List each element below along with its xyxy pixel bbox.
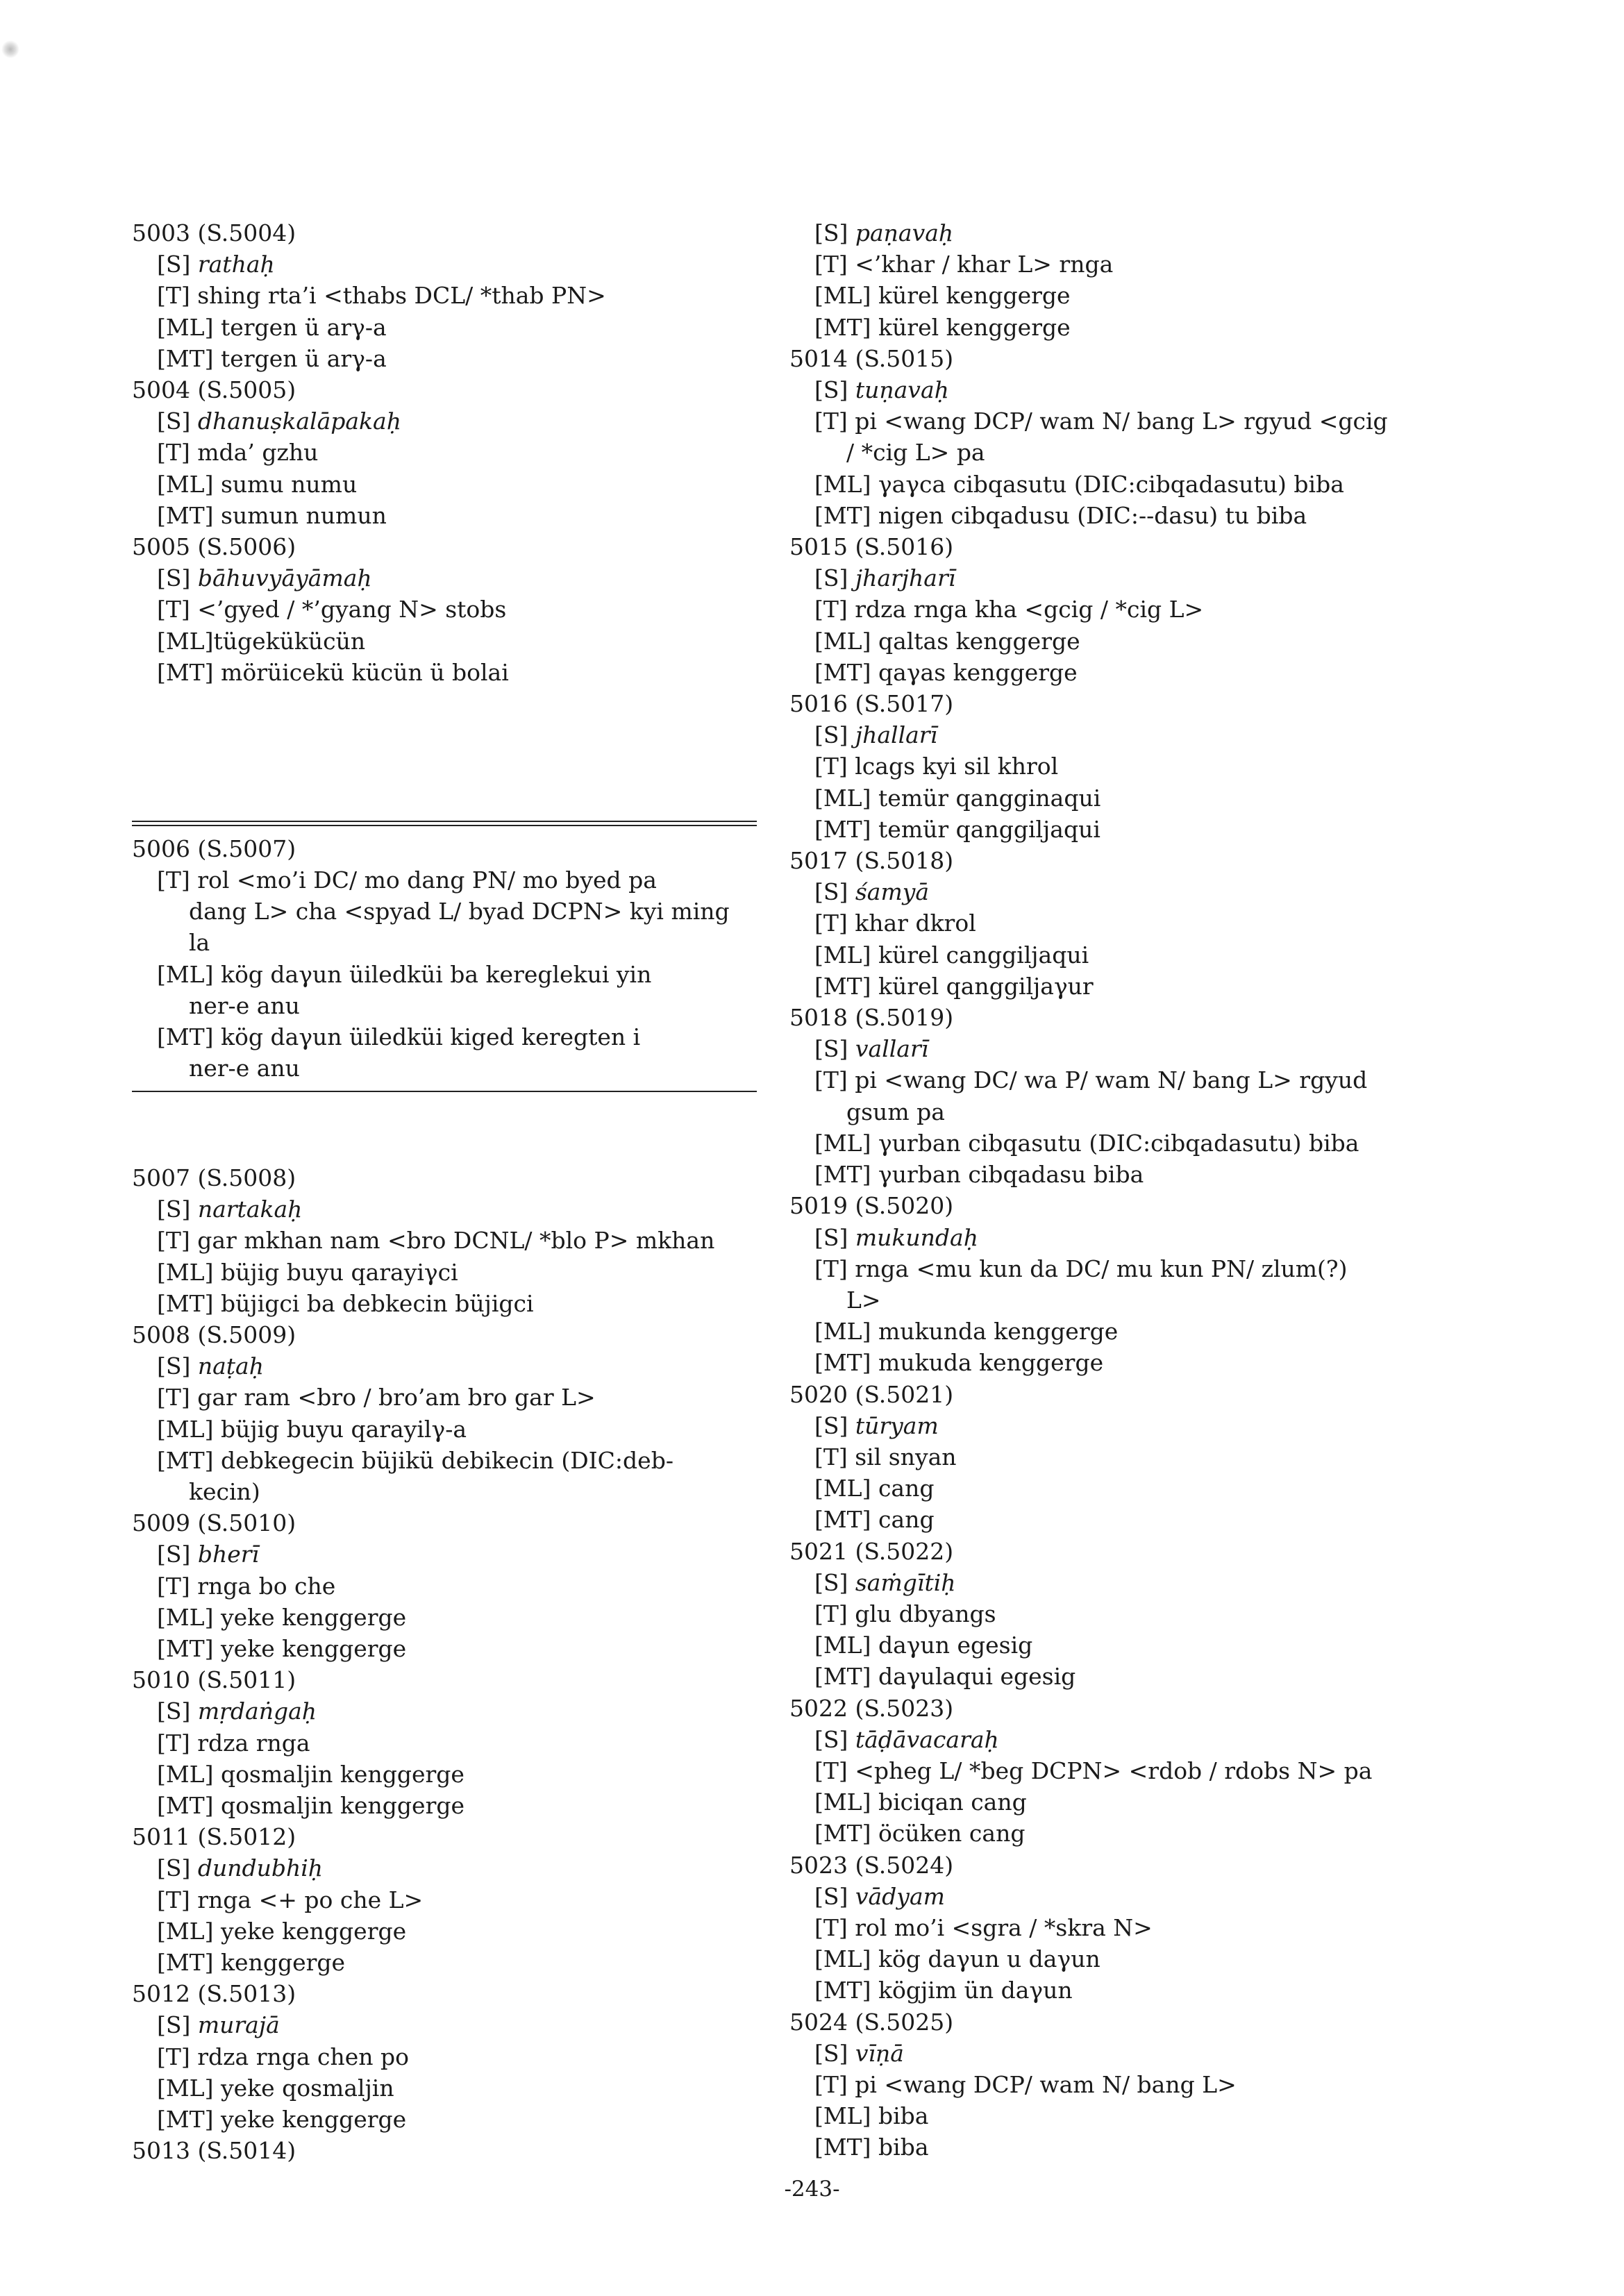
entry-line: [S] jhallarī: [814, 721, 938, 749]
entry-line: [ML] mukunda kenggerge: [814, 1318, 1119, 1346]
entry-number: 5014 (S.5015): [789, 344, 954, 372]
entry-line: [T] rnga <mu kun da DC/ mu kun PN/ zlum(?): [814, 1255, 1348, 1282]
entry-line: [T] rnga <+ po che L>: [157, 1886, 424, 1913]
sanskrit-term: mukundaḥ: [855, 1223, 978, 1251]
sanskrit-term: dundubhiḥ: [197, 1854, 324, 1882]
scan-speck: [1, 40, 19, 58]
entry-line: [ML] tergen ü arγ-a: [157, 313, 387, 341]
entry-line: [T] rdza rnga: [157, 1729, 310, 1757]
entry-line: [ML] yeke kenggerge: [157, 1917, 407, 1945]
sanskrit-term: paṇavaḥ: [855, 219, 954, 246]
entry-line: la: [189, 929, 210, 957]
entry-line: [S] murajā: [157, 2011, 280, 2039]
entry-line: [MT] γurban cibqadasu biba: [814, 1161, 1144, 1189]
entry-number: [132, 719, 757, 751]
entry-number: 5023 (S.5024): [789, 1851, 954, 1879]
entry-line: [T] rol mo’i <sgra / *skra N>: [814, 1913, 1153, 1941]
entry-line: [MT] kürel kenggerge: [814, 313, 1071, 341]
section-divider: [132, 1091, 757, 1092]
entry-line: [T] <’gyed / *’gyang N> stobs: [157, 596, 507, 623]
entry-line: [ML]tügekükücün: [157, 627, 366, 655]
entry-line: [MT] biba: [814, 2134, 929, 2161]
entry-line: [ML] cang: [814, 1475, 935, 1502]
entry-line: [T] pi <wang DCP/ wam N/ bang L>: [814, 2070, 1237, 2098]
sanskrit-term: murajā: [197, 2011, 280, 2039]
entry-number: 5010 (S.5011): [132, 1666, 296, 1694]
entry-line: [S] naṭaḥ: [157, 1352, 264, 1380]
sanskrit-term: tuṇavaḥ: [855, 376, 949, 404]
entry-line: [MT] daγulaqui egesig: [814, 1663, 1076, 1691]
sanskrit-term: tāḍāvacaraḥ: [855, 1725, 999, 1753]
entry-line: [ML] daγun egesig: [814, 1632, 1033, 1659]
entry-number: [132, 1131, 757, 1162]
entry-line: [S] nartakaḥ: [157, 1196, 303, 1223]
entry-line: [ML] biba: [814, 2102, 929, 2130]
entry-number: 5022 (S.5023): [789, 1694, 954, 1722]
entry-line: ner-e anu: [189, 991, 300, 1019]
sanskrit-term: jhallarī: [855, 721, 938, 749]
sanskrit-term: tūryam: [855, 1411, 939, 1439]
entry-number: 5020 (S.5021): [789, 1380, 954, 1408]
entry-line: [T] <pheg L/ *beg DCPN> <rdob / rdobs N> pa: [814, 1757, 1373, 1784]
entry-number: [132, 1099, 757, 1130]
entry-line: [ML] kög daγun u daγun: [814, 1945, 1100, 1973]
entry-line: [MT] kenggerge: [157, 1948, 346, 1976]
entry-number: 5009 (S.5010): [132, 1509, 296, 1537]
entry-line: [T] <’khar / khar L> rnga: [814, 251, 1114, 278]
entry-line: [ML] biciqan cang: [814, 1788, 1027, 1816]
entry-number: 5012 (S.5013): [132, 1980, 296, 2008]
entry-line: [MT] büjigci ba debkecin büjigci: [157, 1289, 534, 1317]
left-column: [132, 217, 757, 2166]
entry-line: ner-e anu: [189, 1055, 300, 1082]
entry-line: [T] lcags kyi sil khrol: [814, 753, 1059, 780]
entry-line: [MT] yeke kenggerge: [157, 2105, 407, 2133]
entry-line: [S] jharjharī: [814, 564, 956, 592]
entry-line: [MT] nigen cibqadusu (DIC:--dasu) tu biba: [814, 501, 1307, 529]
entry-line: [S] bāhuvyāyāmaḥ: [157, 564, 372, 592]
entry-number: 5016 (S.5017): [789, 690, 954, 718]
entry-line: [S] paṇavaḥ: [814, 219, 954, 246]
entry-line: [ML] temür qangginaqui: [814, 784, 1101, 812]
entry-line: [S] bherī: [157, 1541, 260, 1568]
entry-number: [132, 751, 757, 782]
entry-number: 5019 (S.5020): [789, 1192, 954, 1220]
entry-line: [MT] temür qanggiljaqui: [814, 815, 1100, 843]
entry-line: [S] rathaḥ: [157, 251, 275, 278]
entry-line: [MT] mukuda kenggerge: [814, 1349, 1104, 1377]
entry-number: 5005 (S.5006): [132, 533, 296, 561]
entry-line: [MT] tergen ü arγ-a: [157, 344, 387, 372]
entry-number: 5013 (S.5014): [132, 2137, 296, 2165]
sanskrit-term: dhanuṣkalāpakaḥ: [197, 408, 401, 435]
entry-line: [S] saṁgītiḥ: [814, 1568, 956, 1596]
entry-line: [T] glu dbyangs: [814, 1600, 996, 1627]
entry-line: [T] mda’ gzhu: [157, 439, 319, 467]
entry-number: 5011 (S.5012): [132, 1823, 296, 1851]
entry-number: 5021 (S.5022): [789, 1537, 954, 1565]
entry-line: [S] mukundaḥ: [814, 1223, 978, 1251]
entry-line: [MT] sumun numun: [157, 501, 387, 529]
sanskrit-term: saṁgītiḥ: [855, 1568, 956, 1596]
sanskrit-term: jharjharī: [855, 564, 956, 592]
entry-number: 5018 (S.5019): [789, 1004, 954, 1032]
sanskrit-term: naṭaḥ: [197, 1352, 264, 1380]
entry-line: [ML] büjig buyu qarayilγ-a: [157, 1415, 467, 1443]
entry-line: [MT] kürel qanggiljaγur: [814, 972, 1094, 1000]
entry-line: [ML] yeke kenggerge: [157, 1603, 407, 1631]
entry-line: [S] mṛdaṅgaḥ: [157, 1698, 317, 1725]
entry-line: [S] vallarī: [814, 1035, 929, 1063]
entry-line: [S] dhanuṣkalāpakaḥ: [157, 408, 401, 435]
entry-number: 5003 (S.5004): [132, 219, 296, 246]
entry-line: [ML] γaγca cibqasutu (DIC:cibqadasutu) biba: [814, 470, 1344, 498]
entry-line: [S] vādyam: [814, 1882, 945, 1910]
entry-line: [S] tūryam: [814, 1411, 939, 1439]
entry-line: [ML] kög daγun üiledküi ba kereglekui yin: [157, 960, 652, 988]
entry-line: [MT] qosmaljin kenggerge: [157, 1791, 465, 1819]
page-number: -243-: [784, 2177, 840, 2202]
entry-line: [S] tuṇavaḥ: [814, 376, 949, 404]
entry-line: [MT] mörüicekü kücün ü bolai: [157, 658, 509, 686]
entry-number: [132, 782, 757, 814]
sanskrit-term: bāhuvyāyāmaḥ: [197, 564, 372, 592]
entry-line: [S] vīṇā: [814, 2039, 904, 2067]
entry-line: [ML] sumu numu: [157, 470, 358, 498]
entry-line: gsum pa: [846, 1098, 945, 1125]
entry-line: [T] shing rta’i <thabs DCL/ *thab PN>: [157, 282, 606, 310]
entry-line: [T] rdza rnga kha <gcig / *cig L>: [814, 596, 1204, 623]
sanskrit-term: rathaḥ: [197, 251, 275, 278]
entry-line: [ML] kürel kenggerge: [814, 282, 1071, 310]
sanskrit-term: vādyam: [855, 1882, 945, 1910]
entry-line: [ML] yeke qosmaljin: [157, 2074, 394, 2102]
entry-line: dang L> cha <spyad L/ byad DCPN> kyi ming: [189, 898, 730, 925]
entry-line: [T] gar ram <bro / bro’am bro gar L>: [157, 1384, 596, 1411]
entry-line: [MT] kög daγun üiledküi kiged keregten i: [157, 1023, 641, 1051]
entry-line: [MT] debkegecin büjikü debikecin (DIC:deb-: [157, 1446, 673, 1474]
sanskrit-term: vallarī: [855, 1035, 929, 1063]
entry-line: [T] sil snyan: [814, 1443, 957, 1470]
entry-line: / *cig L> pa: [846, 439, 985, 467]
entry-number: 5015 (S.5016): [789, 533, 954, 561]
entry-number: 5007 (S.5008): [132, 1164, 296, 1191]
entry-line: [ML] qosmaljin kenggerge: [157, 1760, 464, 1788]
entry-line: [T] gar mkhan nam <bro DCNL/ *blo P> mkhan: [157, 1227, 715, 1255]
entry-line: [S] tāḍāvacaraḥ: [814, 1725, 999, 1753]
entry-line: [T] rol <mo’i DC/ mo dang PN/ mo byed pa: [157, 866, 657, 894]
entry-line: [T] rdza rnga chen po: [157, 2043, 410, 2070]
entry-number: 5006 (S.5007): [132, 835, 296, 862]
entry-line: [MT] yeke kenggerge: [157, 1634, 407, 1662]
entry-line: kecin): [189, 1477, 260, 1505]
entry-number: 5004 (S.5005): [132, 376, 296, 404]
entry-line: [T] rnga bo che: [157, 1572, 336, 1600]
entry-line: [MT] cang: [814, 1506, 935, 1534]
entry-line: [T] pi <wang DCP/ wam N/ bang L> rgyud <gcig: [814, 408, 1388, 435]
entry-number: 5017 (S.5018): [789, 847, 954, 875]
entry-line: [T] pi <wang DC/ wa P/ wam N/ bang L> rgyud: [814, 1066, 1368, 1094]
section-divider: [132, 821, 757, 826]
entry-line: [ML] kürel canggiljaqui: [814, 941, 1089, 969]
entry-line: [S] dundubhiḥ: [157, 1854, 324, 1882]
entry-number: 5024 (S.5025): [789, 2008, 954, 2036]
sanskrit-term: nartakaḥ: [197, 1196, 303, 1223]
entry-line: [MT] qaγas kenggerge: [814, 658, 1078, 686]
entry-line: [ML] qaltas kenggerge: [814, 627, 1080, 655]
entry-line: [T] khar dkrol: [814, 910, 976, 937]
entry-line: L>: [846, 1286, 881, 1314]
entry-line: [MT] öcüken cang: [814, 1820, 1026, 1847]
entry-number: 5008 (S.5009): [132, 1321, 296, 1348]
entry-line: [ML] γurban cibqasutu (DIC:cibqadasutu) biba: [814, 1129, 1359, 1157]
sanskrit-term: vīṇā: [855, 2039, 904, 2067]
entry-line: [ML] büjig buyu qarayiγci: [157, 1258, 458, 1286]
entry-line: [MT] kögjim ün daγun: [814, 1977, 1073, 2004]
right-column: [789, 217, 1421, 2163]
sanskrit-term: mṛdaṅgaḥ: [197, 1698, 317, 1725]
entry-line: [S] śamyā: [814, 878, 930, 906]
sanskrit-term: bherī: [197, 1541, 260, 1568]
entry-number: [132, 688, 757, 719]
sanskrit-term: śamyā: [855, 878, 930, 906]
